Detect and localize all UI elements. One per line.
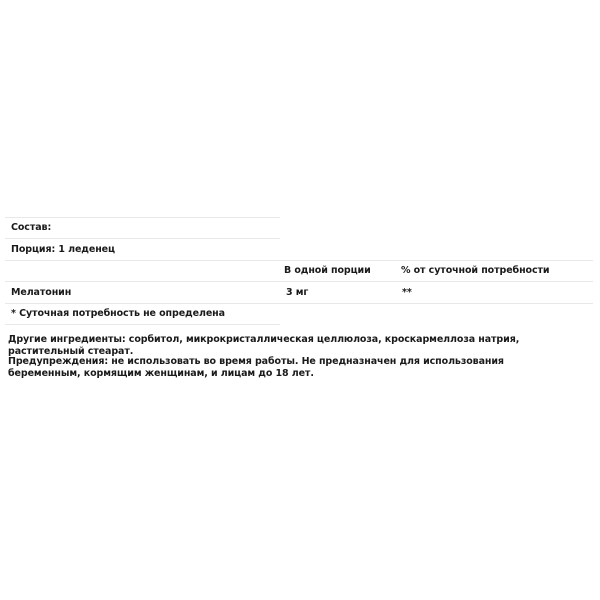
serving-size: Порция: 1 леденец [11,244,115,255]
other-ingredients: Другие ингредиенты: сорбитол, микрокристаллическая целлюлоза, кроскармеллоза натрия, растительный стеарат. [8,334,520,357]
divider [5,281,593,282]
ingredient-daily-value: ** [402,287,412,298]
divider [5,217,280,218]
divider [5,324,280,325]
ingredient-name: Мелатонин [11,287,72,298]
footnote: * Суточная потребность не определена [11,308,225,319]
table-header-daily-value: % от суточной потребности [401,265,550,276]
divider [5,260,593,261]
warnings: Предупреждения: не использовать во время работы. Не предназначен для использования беременным, кормящим женщинам, и лицам до 18 лет. [8,356,504,379]
divider [5,303,593,304]
composition-title: Состав: [11,222,52,233]
table-header-amount: В одной порции [284,265,371,276]
divider [5,238,280,239]
ingredient-amount: 3 мг [286,287,309,298]
